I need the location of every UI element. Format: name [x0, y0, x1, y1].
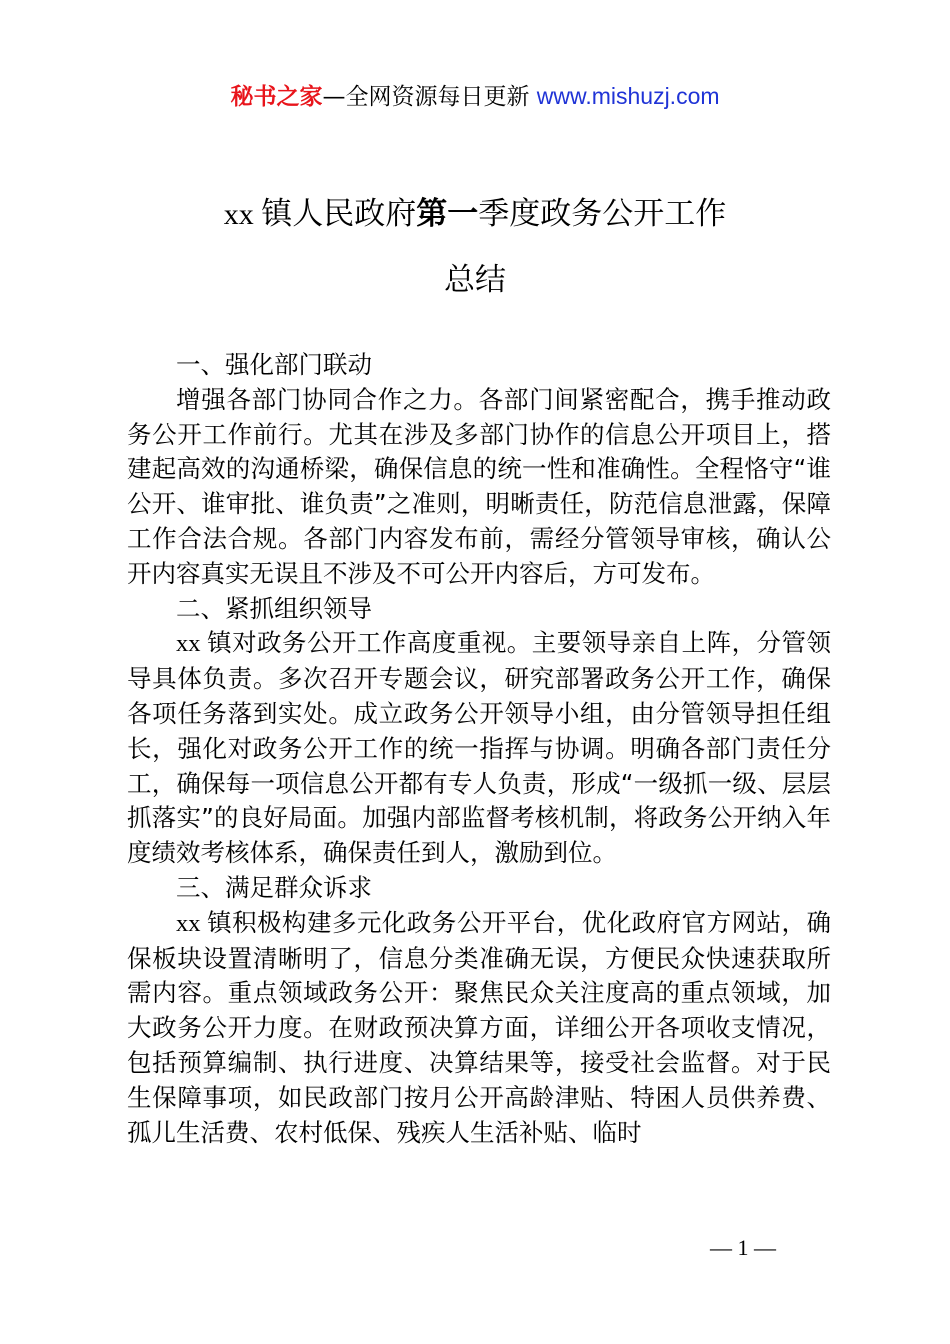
site-header	[0, 80, 950, 113]
document-body	[127, 348, 831, 1150]
title-part1: 镇人民政府	[261, 196, 417, 232]
paragraph-text: 镇积极构建多元化政务公开平台，优化政府官方网站，确保板块设置清晰明了，信息分类准确无误，方便民众快速获取所需内容。重点领域政务公开：聚焦民众关注度高的重点领域，加大政务公开力度。在财政预决算方面，详细公开各项收支情况，包括预算编制、执行进度、决算结果等，接受社会监督。对于民生保障事项，如民政部门按月公开高龄津贴、特困人员供养费、孤儿生活费、农村低保、残疾人生活补贴、临时	[127, 907, 832, 1147]
site-name: 秘书之家	[230, 84, 323, 110]
section-heading: 三、满足群众诉求	[176, 872, 372, 902]
paragraph-text: 增强各部门协同合作之力。各部门间紧密配合，携手推动政务公开工作前行。尤其在涉及多部门协作的信息公开项目上，搭建起高效的沟通桥梁，确保信息的统一性和准确性。全程恪守“谁公开、谁审批、谁负责”之准则，明晰责任，防范信息泄露，保障工作合法合规。各部门内容发布前，需经分管领导审核，确认公开内容真实无误且不涉及不可公开内容后，方可发布。	[127, 384, 831, 588]
section-paragraph	[127, 383, 831, 592]
section-heading: 二、紧抓组织领导	[176, 593, 372, 623]
title-prefix: xx	[223, 198, 262, 231]
paragraph-prefix: xx	[176, 909, 208, 937]
page-number: — 1 —	[710, 1235, 776, 1260]
document-title	[0, 192, 950, 237]
section-paragraph	[127, 906, 831, 1151]
site-tagline: —全网资源每日更新	[322, 84, 537, 110]
title-part2: 季度政务公开工作	[478, 196, 727, 232]
section-heading: 一、强化部门联动	[176, 350, 372, 379]
section-paragraph	[127, 626, 831, 871]
document-title-line2: 总结	[444, 262, 506, 298]
site-url-link[interactable]: www.mishuzj.com	[536, 83, 720, 109]
paragraph-prefix: xx	[176, 630, 208, 658]
title-bold: 第一	[416, 196, 479, 232]
paragraph-text: 镇对政务公开工作高度重视。主要领导亲自上阵，分管领导具体负责。多次召开专题会议，研究部署政务公开工作，确保各项任务落到实处。成立政务公开领导小组，由分管领导担任组长，强化对政务公开工作的统一指挥与协调。明确各部门责任分工，确保每一项信息公开都有专人负责，形成“一级抓一级、层层抓落实”的良好局面。加强内部监督考核机制，将政务公开纳入年度绩效考核体系，确保责任到人，激励到位。	[127, 628, 832, 868]
